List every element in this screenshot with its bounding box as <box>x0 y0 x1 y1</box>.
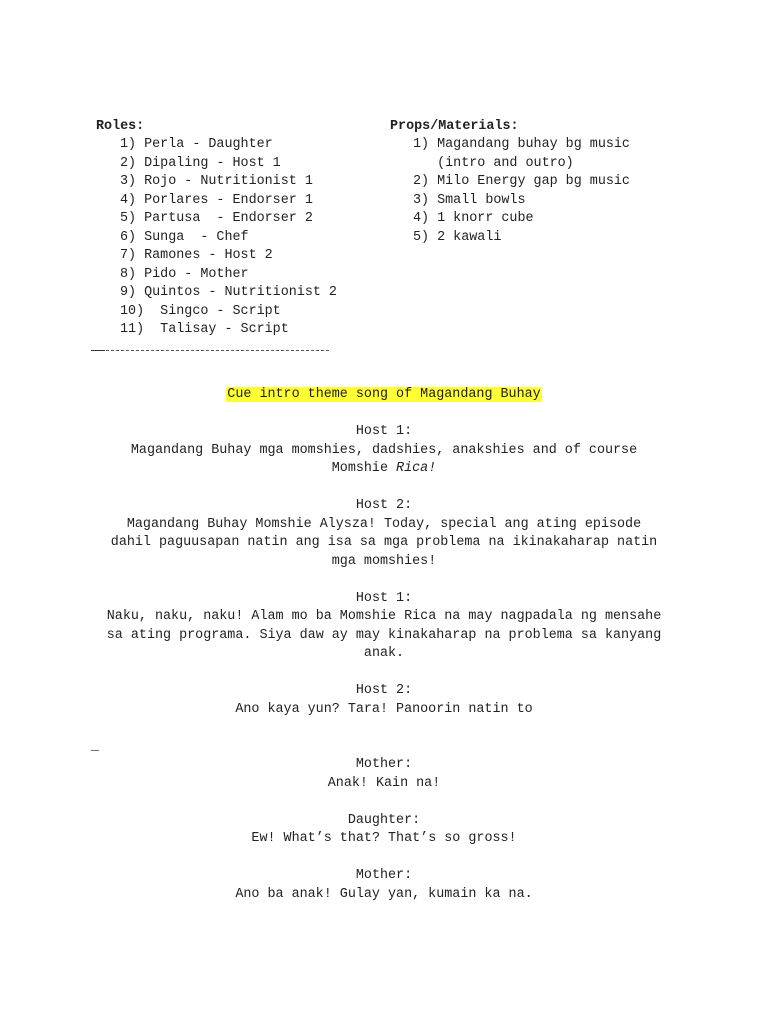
dialogue-line: Magandang Buhay mga momshies, dadshies, anakshies and of course <box>130 442 638 458</box>
script-body <box>91 386 677 904</box>
speaker-label: Host 1: <box>355 424 413 439</box>
dialogue-line: sa ating programa. Siya daw ay may kinakaharap na problema sa kanyang <box>106 627 662 643</box>
props-list <box>413 136 630 247</box>
section-divider <box>91 350 329 351</box>
roles-item: 7) Ramones - Host 2 <box>120 248 273 263</box>
roles-item: 2) Dipaling - Host 1 <box>120 155 281 171</box>
roles-list <box>120 136 337 340</box>
roles-item: 8) Pido - Mother <box>120 266 249 282</box>
roles-item: 1) Perla - Daughter <box>120 137 273 152</box>
dialogue-line: Anak! Kain na! <box>327 775 441 791</box>
dialogue-line: anak. <box>363 646 405 661</box>
dialogue-line: mga momshies! <box>331 553 437 569</box>
roles-item: 3) Rojo - Nutritionist 1 <box>120 174 313 189</box>
roles-item: 10) Singco - Script <box>120 303 281 319</box>
roles-item: 4) Porlares - Endorser 1 <box>120 192 313 208</box>
speaker-label: Mother: <box>355 868 413 883</box>
scene-break-mark: _ <box>91 738 100 754</box>
dialogue-line: Ano ba anak! Gulay yan, kumain ka na. <box>235 886 533 902</box>
dialogue-line: Momshie Rica! <box>331 461 437 476</box>
section-divider-lead <box>91 350 105 351</box>
roles-item: 9) Quintos - Nutritionist 2 <box>120 285 337 300</box>
speaker-label: Daughter: <box>347 812 421 828</box>
dialogue-line: Magandang Buhay Momshie Alysza! Today, special ang ating episode <box>126 516 642 532</box>
roles-item: 6) Sunga - Chef <box>120 229 249 245</box>
dialogue-line: Naku, naku, naku! Alam mo ba Momshie Rica na may nagpadala ng mensahe <box>106 609 662 624</box>
speaker-label: Host 1: <box>355 590 413 606</box>
italic-name: Rica! <box>396 461 437 476</box>
props-item: 3) Small bowls <box>413 192 526 208</box>
dialogue-line: dahil paguusapan natin ang isa sa mga problema na ikinakaharap natin <box>110 535 658 550</box>
speaker-label: Host 2: <box>355 498 413 513</box>
speaker-label: Mother: <box>355 757 413 772</box>
roles-item: 5) Partusa - Endorser 2 <box>120 211 313 226</box>
speaker-label: Host 2: <box>355 683 413 698</box>
dialogue-line: Ano kaya yun? Tara! Panoorin natin to <box>235 701 533 717</box>
roles-item: 11) Talisay - Script <box>120 322 289 337</box>
roles-heading: Roles: <box>96 119 145 134</box>
cue-highlight: Cue intro theme song of Magandang Buhay <box>227 387 541 402</box>
props-item: 1) Magandang buhay bg music <box>413 137 630 152</box>
props-item: (intro and outro) <box>413 155 574 171</box>
props-item: 4) 1 knorr cube <box>413 211 534 226</box>
props-heading: Props/Materials: <box>390 119 519 134</box>
props-item: 5) 2 kawali <box>413 229 502 245</box>
props-item: 2) Milo Energy gap bg music <box>413 174 630 189</box>
dialogue-line: Ew! What’s that? That’s so gross! <box>251 831 517 846</box>
